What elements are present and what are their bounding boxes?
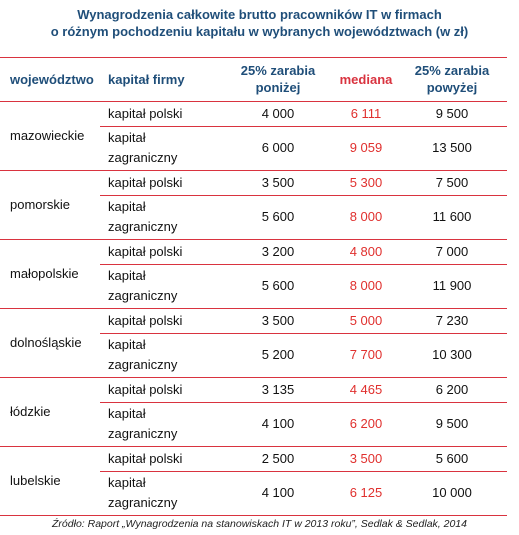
capital-label: kapitał <box>108 268 146 283</box>
capital-label: zagraniczny <box>108 150 178 165</box>
high-quartile-cell: 11 600 <box>432 209 472 224</box>
capital-label: kapitał polski <box>108 105 183 121</box>
region-label: mazowieckie <box>10 127 85 143</box>
header-low-line1: 25% zarabia <box>240 63 316 78</box>
median-cell: 8 000 <box>349 209 383 224</box>
low-quartile-cell: 4 100 <box>261 485 295 500</box>
low-quartile-cell: 5 200 <box>261 347 295 362</box>
capital-label: kapitał <box>108 337 146 352</box>
high-quartile-cell: 7 230 <box>435 312 469 328</box>
region-label: małopolskie <box>10 265 79 281</box>
capital-cell <box>108 377 228 402</box>
header-high <box>402 57 502 101</box>
header-low-line2: poniżej <box>255 80 301 95</box>
capital-cell <box>108 333 228 377</box>
capital-label: kapitał <box>108 199 146 214</box>
header-high-line2: powyżej <box>426 80 478 95</box>
median-cell: 5 000 <box>349 312 383 328</box>
capital-label: kapitał <box>108 406 146 421</box>
high-quartile-cell: 11 900 <box>432 278 472 293</box>
median-cell: 4 800 <box>349 243 383 259</box>
low-quartile-cell: 4 000 <box>261 105 295 121</box>
median-cell: 9 059 <box>349 140 383 155</box>
capital-label: zagraniczny <box>108 426 178 441</box>
table-title <box>0 6 519 40</box>
capital-label: zagraniczny <box>108 219 178 234</box>
median-cell: 6 200 <box>349 416 383 431</box>
capital-cell <box>108 264 228 308</box>
median-cell: 5 300 <box>349 174 383 190</box>
capital-cell <box>108 446 228 471</box>
capital-label: kapitał polski <box>108 381 183 397</box>
capital-label: kapitał polski <box>108 243 183 259</box>
region-label: łódzkie <box>10 403 51 419</box>
low-quartile-cell: 5 600 <box>261 278 295 293</box>
capital-cell <box>108 170 228 195</box>
capital-label: kapitał polski <box>108 174 183 190</box>
high-quartile-cell: 7 500 <box>435 174 469 190</box>
capital-cell <box>108 471 228 515</box>
high-quartile-cell: 5 600 <box>435 450 469 466</box>
median-cell: 4 465 <box>349 381 383 397</box>
region-label: pomorskie <box>10 196 70 212</box>
header-median: mediana <box>339 71 393 87</box>
low-quartile-cell: 4 100 <box>261 416 295 431</box>
capital-cell <box>108 239 228 264</box>
header-low <box>228 57 328 101</box>
median-cell: 3 500 <box>349 450 383 466</box>
low-quartile-cell: 3 135 <box>261 381 295 397</box>
capital-label: zagraniczny <box>108 357 178 372</box>
low-quartile-cell: 5 600 <box>261 209 295 224</box>
region-label: dolnośląskie <box>10 334 82 350</box>
median-cell: 7 700 <box>349 347 383 362</box>
capital-label: kapitał polski <box>108 312 183 328</box>
high-quartile-cell: 13 500 <box>432 140 472 155</box>
capital-label: kapitał polski <box>108 450 183 466</box>
capital-cell <box>108 402 228 446</box>
capital-cell <box>108 195 228 239</box>
capital-label: kapitał <box>108 475 146 490</box>
header-capital: kapitał firmy <box>108 71 185 87</box>
capital-label: kapitał <box>108 130 146 145</box>
low-quartile-cell: 6 000 <box>261 140 295 155</box>
high-quartile-cell: 10 300 <box>432 347 472 362</box>
capital-label: zagraniczny <box>108 495 178 510</box>
low-quartile-cell: 3 200 <box>261 243 295 259</box>
header-high-line1: 25% zarabia <box>414 63 490 78</box>
region-label: lubelskie <box>10 472 61 488</box>
high-quartile-cell: 6 200 <box>435 381 469 397</box>
median-cell: 6 125 <box>349 485 383 500</box>
capital-cell <box>108 308 228 333</box>
group-separator <box>0 515 507 516</box>
high-quartile-cell: 10 000 <box>432 485 472 500</box>
title-line-1: Wynagrodzenia całkowite brutto pracowników IT w firmach <box>77 7 442 22</box>
low-quartile-cell: 2 500 <box>261 450 295 466</box>
capital-label: zagraniczny <box>108 288 178 303</box>
low-quartile-cell: 3 500 <box>261 312 295 328</box>
high-quartile-cell: 9 500 <box>435 105 469 121</box>
capital-cell <box>108 126 228 170</box>
capital-cell <box>108 101 228 126</box>
high-quartile-cell: 9 500 <box>435 416 469 431</box>
high-quartile-cell: 7 000 <box>435 243 469 259</box>
title-line-2: o różnym pochodzeniu kapitału w wybranych województwach (w zł) <box>50 24 469 39</box>
low-quartile-cell: 3 500 <box>261 174 295 190</box>
source-note: Źródło: Raport „Wynagrodzenia na stanowiskach IT w 2013 roku”, Sedlak & Sedlak, 2014 <box>52 518 467 530</box>
header-region: województwo <box>10 71 94 87</box>
median-cell: 6 111 <box>350 105 382 121</box>
median-cell: 8 000 <box>349 278 383 293</box>
